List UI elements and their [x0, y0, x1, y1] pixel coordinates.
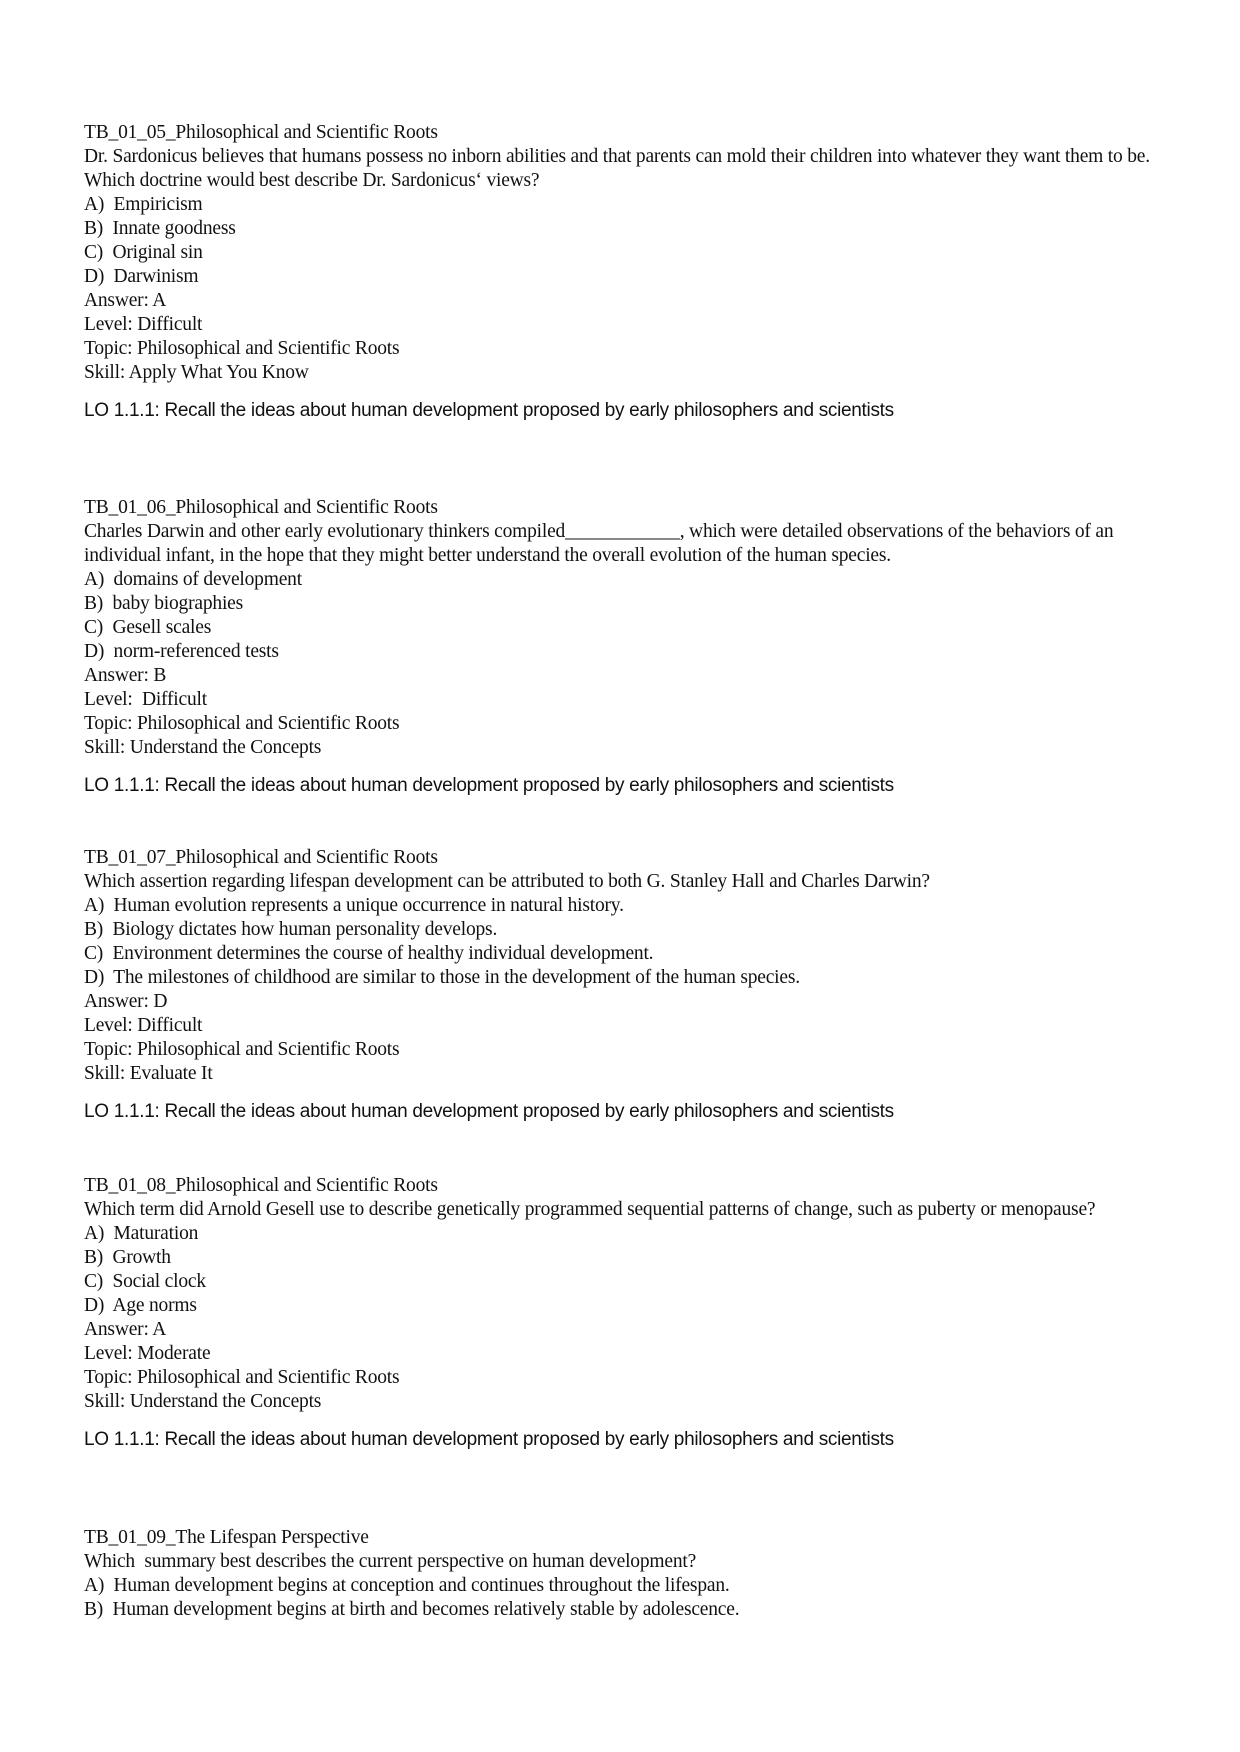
question-id: TB_01_07_Philosophical and Scientific Roots — [84, 847, 438, 868]
question-id: TB_01_08_Philosophical and Scientific Roots — [84, 1175, 438, 1196]
question-block — [84, 1526, 1164, 1622]
topic: Topic: Philosophical and Scientific Roots — [84, 713, 400, 734]
skill: Skill: Apply What You Know — [84, 362, 309, 383]
answer-option: D) Darwinism — [84, 266, 199, 287]
answer-option: C) Social clock — [84, 1271, 206, 1292]
question-block — [84, 846, 1164, 1124]
answer-option: C) Environment determines the course of healthy individual development. — [84, 943, 654, 964]
topic: Topic: Philosophical and Scientific Roots — [84, 1039, 400, 1060]
skill: Skill: Understand the Concepts — [84, 737, 322, 758]
answer-option: A) Maturation — [84, 1223, 199, 1244]
answer-option: C) Original sin — [84, 242, 203, 263]
answer-option: B) Biology dictates how human personality develops. — [84, 919, 498, 940]
question-block — [84, 121, 1164, 423]
answer-option: B) Human development begins at birth and becomes relatively stable by adolescence. — [84, 1599, 740, 1620]
answer-option: B) Growth — [84, 1247, 171, 1268]
answer-key: Answer: D — [84, 991, 168, 1012]
answer-option: B) Innate goodness — [84, 218, 236, 239]
answer-option: A) Human evolution represents a unique occurrence in natural history. — [84, 895, 624, 916]
difficulty-level: Level: Difficult — [84, 314, 203, 335]
topic: Topic: Philosophical and Scientific Roots — [84, 338, 400, 359]
answer-key: Answer: A — [84, 1319, 167, 1340]
learning-objective: LO 1.1.1: Recall the ideas about human development proposed by early philosophers and scientists — [84, 775, 894, 796]
answer-key: Answer: B — [84, 665, 167, 686]
question-id: TB_01_06_Philosophical and Scientific Roots — [84, 497, 438, 518]
difficulty-level: Level: Difficult — [84, 1015, 203, 1036]
answer-option: A) domains of development — [84, 569, 302, 590]
answer-key: Answer: A — [84, 290, 167, 311]
question-stem: Which term did Arnold Gesell use to describe genetically programmed sequential patterns of change, such as puberty or menopause? — [84, 1199, 1096, 1220]
question-block — [84, 496, 1164, 798]
question-stem: Dr. Sardonicus believes that humans possess no inborn abilities and that parents can mold their children into whatever they want them to be. Which doctrine would best describe Dr. Sardonicus‘ views? — [84, 146, 1155, 191]
question-stem: Which assertion regarding lifespan development can be attributed to both G. Stanley Hall and Charles Darwin? — [84, 871, 930, 892]
answer-option: D) norm-referenced tests — [84, 641, 279, 662]
question-id: TB_01_09_The Lifespan Perspective — [84, 1527, 369, 1548]
question-id: TB_01_05_Philosophical and Scientific Roots — [84, 122, 438, 143]
learning-objective: LO 1.1.1: Recall the ideas about human development proposed by early philosophers and scientists — [84, 1429, 894, 1450]
answer-option: A) Empiricism — [84, 194, 203, 215]
difficulty-level: Level: Moderate — [84, 1343, 211, 1364]
answer-option: D) The milestones of childhood are similar to those in the development of the human species. — [84, 967, 800, 988]
skill: Skill: Understand the Concepts — [84, 1391, 322, 1412]
answer-option: B) baby biographies — [84, 593, 244, 614]
difficulty-level: Level: Difficult — [84, 689, 207, 710]
question-block — [84, 1174, 1164, 1452]
answer-option: A) Human development begins at conception and continues throughout the lifespan. — [84, 1575, 730, 1596]
answer-option: C) Gesell scales — [84, 617, 212, 638]
skill: Skill: Evaluate It — [84, 1063, 213, 1084]
learning-objective: LO 1.1.1: Recall the ideas about human development proposed by early philosophers and scientists — [84, 1101, 894, 1122]
question-stem: Charles Darwin and other early evolutionary thinkers compiled____________, which were detailed observations of the behaviors of an individual infant, in the hope that they might better understand the overall evolution of the human species. — [84, 521, 1119, 566]
topic: Topic: Philosophical and Scientific Roots — [84, 1367, 400, 1388]
learning-objective: LO 1.1.1: Recall the ideas about human development proposed by early philosophers and scientists — [84, 400, 894, 421]
answer-option: D) Age norms — [84, 1295, 197, 1316]
question-stem: Which summary best describes the current perspective on human development? — [84, 1551, 697, 1572]
